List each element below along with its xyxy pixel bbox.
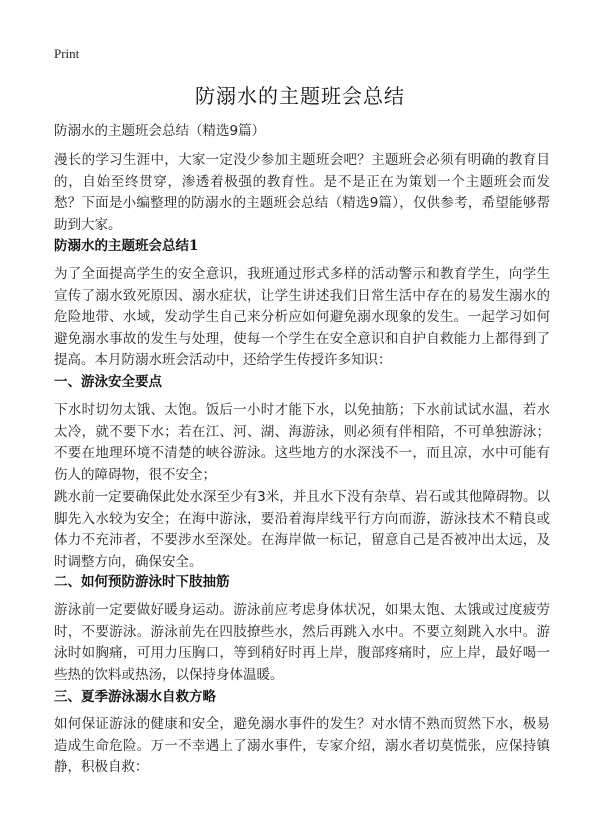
intro-paragraph: 漫长的学习生涯中，大家一定没少参加主题班会吧？主题班会必须有明确的教育目的，自始至终贯穿，渗透着极强的教育性。是不是正在为策划一个主题班会而发愁？下面是小编整理的防溺水的主题班会总结（精选9篇），仅供参考，希望能够帮助到大家。 — [54, 152, 550, 233]
subheading-self-rescue: 三、夏季游泳溺水自救方略 — [54, 689, 216, 705]
print-link[interactable]: Print — [54, 46, 80, 61]
swim-safety-paragraph-a: 下水时切勿太饿、太饱。饭后一小时才能下水，以免抽筋；下水前试试水温，若水太冷，就不要下水；若在江、河、湖、海游泳，则必须有伴相陪，不可单独游泳；不要在地理环境不清楚的峡谷游泳。这些地方的水深浅不一，而且凉，水中可能有伤人的障碍物，很不安全； — [54, 402, 550, 483]
section1-paragraph: 为了全面提高学生的安全意识，我班通过形式多样的活动警示和教育学生，向学生宣传了溺水致死原因、溺水症状，让学生讲述我们日常生活中存在的易发生溺水的危险地带、水域，发动学生自己来分析应如何避免溺水现象的发生。一起学习如何避免溺水事故的发生与处理，使每一个学生在安全意识和自护自救能力上都得到了提高。本月防溺水班会活动中，还给学生传授许多知识： — [54, 266, 550, 368]
document-title: 防溺水的主题班会总结 — [195, 84, 405, 108]
swim-safety-paragraph-b: 跳水前一定要确保此处水深至少有3米，并且水下没有杂草、岩石或其他障碍物。以脚先入水较为安全；在海中游泳，要沿着海岸线平行方向而游，游泳技术不精良或体力不充沛者，不要涉水至深处。在海岸做一标记，留意自己是否被冲出太远，及时调整方向，确保安全。 — [54, 489, 550, 570]
section-heading-1: 防溺水的主题班会总结1 — [54, 238, 199, 254]
self-rescue-paragraph: 如何保证游泳的健康和安全，避免溺水事件的发生？对水情不熟而贸然下水，极易造成生命危险。万一不幸遇上了溺水事件，专家介绍，溺水者切莫慌张，应保持镇静，积极自救： — [54, 716, 550, 775]
document-subtitle: 防溺水的主题班会总结（精选9篇） — [54, 123, 266, 139]
subheading-cramp-prevention: 二、如何预防游泳时下肢抽筋 — [54, 574, 230, 590]
subheading-swim-safety: 一、游泳安全要点 — [54, 374, 162, 390]
cramp-prevention-paragraph: 游泳前一定要做好暖身运动。游泳前应考虑身体状况，如果太饱、太饿或过度疲劳时，不要游泳。游泳前先在四肢撩些水，然后再跳入水中。不要立刻跳入水中。游泳时如胸痛，可用力压胸口，等到稍好时再上岸，腹部疼痛时，应上岸，最好喝一些热的饮料或热汤，以保持身体温暖。 — [54, 602, 550, 683]
